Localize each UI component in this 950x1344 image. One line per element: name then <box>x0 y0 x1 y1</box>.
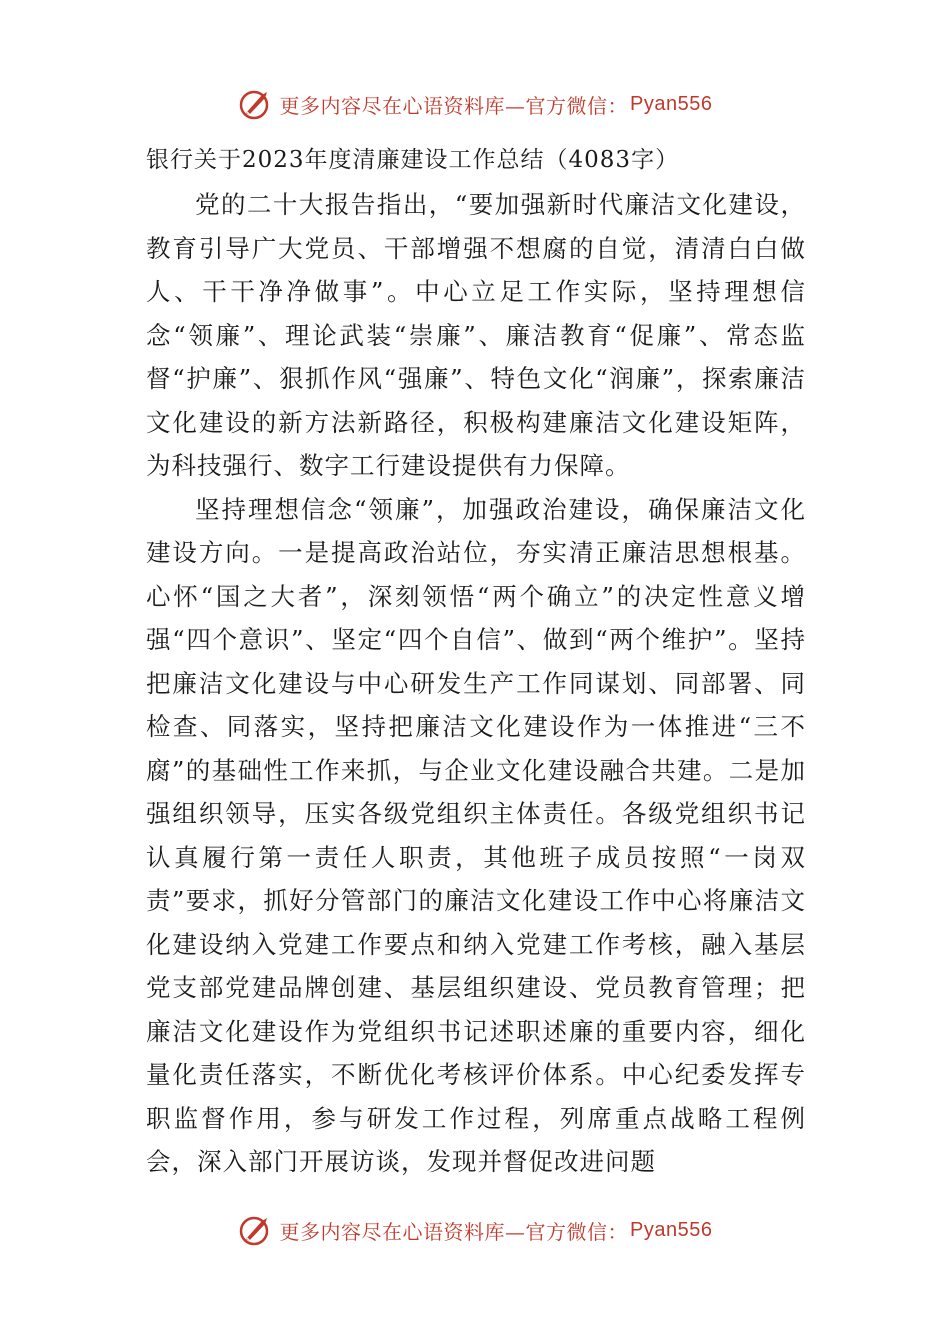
paragraph-section-1: 坚持理想信念“领廉”，加强政治建设，确保廉洁文化建设方向。一是提高政治站位，夯实清正廉洁思想根基。心怀“国之大者”，深刻领悟“两个确立”的决定性意义增强“四个意识”、坚定“四个自信”、做到“两个维护”。坚持把廉洁文化建设与中心研发生产工作同谋划、同部署、同检查、同落实，坚持把廉洁文化建设作为一体推进“三不腐”的基础性工作来抓，与企业文化建设融合共建。二是加强组织领导，压实各级党组织主体责任。各级党组织书记认真履行第一责任人职责，其他班子成员按照“一岗双责”要求，抓好分管部门的廉洁文化建设工作中心将廉洁文化建设纳入党建工作要点和纳入党建工作考核，融入基层党支部党建品牌创建、基层组织建设、党员教育管理；把廉洁文化建设作为党组织书记述职述廉的重要内容，细化量化责任落实，不断优化考核评价体系。中心纪委发挥专职监督作用，参与研发工作过程，列席重点战略工程例会，深入部门开展访谈，发现并督促改进问题 <box>146 494 806 1176</box>
watermark-header <box>0 82 950 126</box>
pen-circle-icon <box>238 1212 274 1248</box>
document-title: 银行关于2023年度清廉建设工作总结（4083字） <box>146 147 680 173</box>
watermark-wechat-id: Pyan556 <box>630 1218 713 1241</box>
paragraph-intro: 党的二十大报告指出，“要加强新时代廉洁文化建设，教育引导广大党员、干部增强不想腐的自觉，清清白白做人、干干净净做事”。中心立足工作实际，坚持理想信念“领廉”、理论武装“崇廉”、廉洁教育“促廉”、常态监督“护廉”、狠抓作风“强廉”、特色文化“润廉”，探索廉洁文化建设的新方法新路径，积极构建廉洁文化建设矩阵，为科技强行、数字工行建设提供有力保障。 <box>146 190 806 480</box>
watermark-wechat-id: Pyan556 <box>630 92 713 115</box>
pen-circle-icon <box>238 86 274 122</box>
watermark-text: 更多内容尽在心语资料库—官方微信： <box>279 93 629 118</box>
document-body <box>146 183 806 1184</box>
watermark-text: 更多内容尽在心语资料库—官方微信： <box>279 1219 629 1244</box>
watermark-footer <box>0 1208 950 1252</box>
